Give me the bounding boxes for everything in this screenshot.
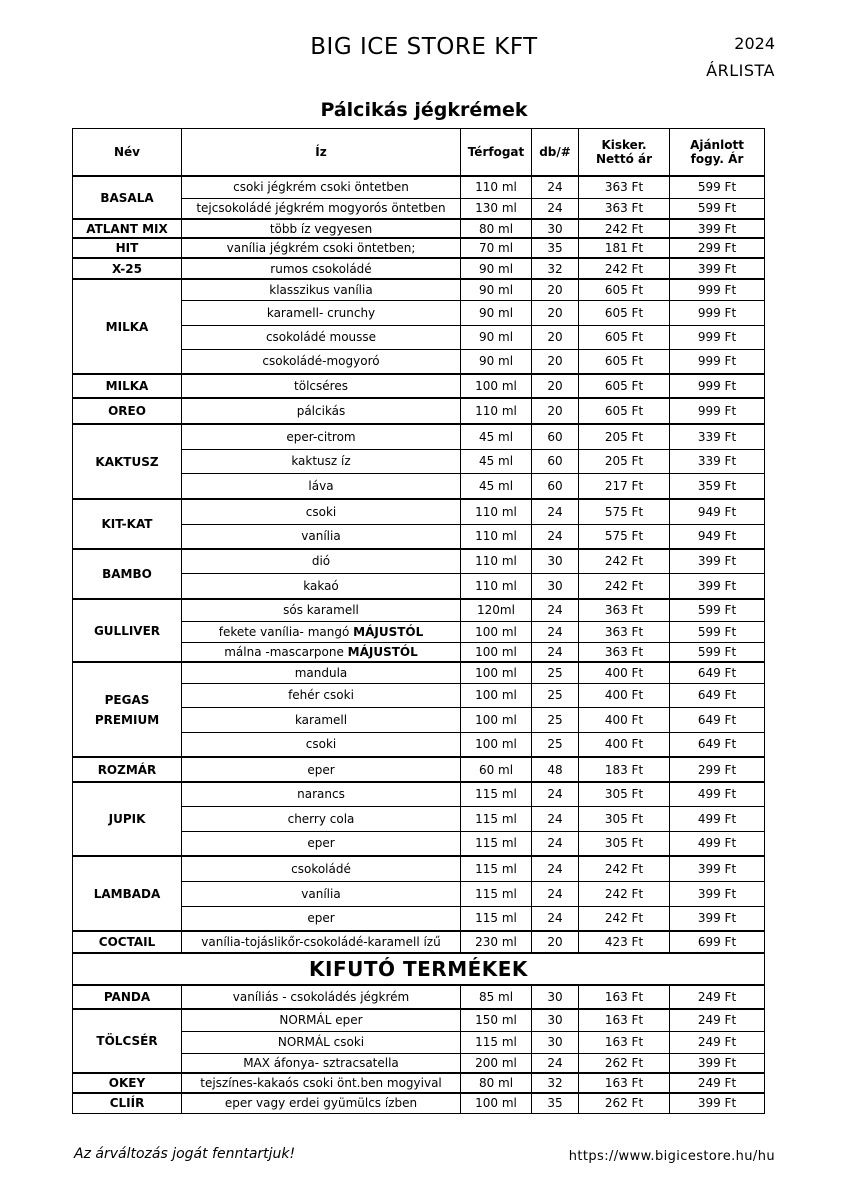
recommended-price-cell: 499 Ft (670, 831, 765, 856)
subheading-rows (73, 953, 765, 985)
recommended-price-cell: 649 Ft (670, 662, 765, 683)
volume-cell: 115 ml (461, 806, 532, 831)
recommended-price-cell: 399 Ft (670, 906, 765, 931)
net-price-cell: 242 Ft (579, 549, 670, 573)
qty-cell: 32 (532, 1073, 579, 1093)
recommended-price-cell: 999 Ft (670, 374, 765, 398)
net-price-cell: 605 Ft (579, 398, 670, 424)
taste-text: NORMÁL csoki (277, 1035, 365, 1049)
qty-cell: 24 (532, 176, 579, 198)
net-price-cell: 363 Ft (579, 621, 670, 642)
taste-cell (182, 219, 461, 238)
taste-cell (182, 831, 461, 856)
volume-cell: 115 ml (461, 1031, 532, 1053)
product-name-cell: MILKA (73, 374, 182, 398)
taste-cell (182, 757, 461, 782)
net-price-cell: 400 Ft (579, 662, 670, 683)
recommended-price-cell: 249 Ft (670, 1073, 765, 1093)
availability-note: MÁJUSTÓL (347, 644, 418, 659)
taste-text: vanília jégkrém csoki öntetben; (226, 241, 416, 255)
taste-cell (182, 642, 461, 662)
taste-cell (182, 258, 461, 279)
discontinued-heading: KIFUTÓ TERMÉKEK (73, 953, 765, 985)
recommended-price-cell: 399 Ft (670, 219, 765, 238)
qty-cell: 24 (532, 499, 579, 524)
recommended-price-cell: 649 Ft (670, 732, 765, 757)
net-price-cell: 183 Ft (579, 757, 670, 782)
table-row (73, 549, 765, 573)
table-row (73, 599, 765, 621)
qty-cell: 20 (532, 398, 579, 424)
recommended-price-cell: 299 Ft (670, 757, 765, 782)
taste-cell (182, 198, 461, 219)
product-name-cell: OKEY (73, 1073, 182, 1093)
col-header-qty: db/# (532, 129, 579, 177)
taste-cell (182, 1031, 461, 1053)
taste-text: eper (307, 836, 335, 851)
qty-cell: 60 (532, 449, 579, 473)
col-header-net-price: Kisker. Nettó ár (579, 129, 670, 177)
net-price-cell: 242 Ft (579, 573, 670, 599)
taste-text: tölcséres (294, 379, 348, 393)
taste-cell (182, 349, 461, 374)
volume-cell: 120ml (461, 599, 532, 621)
taste-text: málna -mascarpone (224, 644, 344, 659)
product-name-cell: PANDA (73, 985, 182, 1009)
qty-cell: 35 (532, 1093, 579, 1113)
recommended-price-cell: 399 Ft (670, 549, 765, 573)
recommended-price-cell: 649 Ft (670, 683, 765, 707)
recommended-price-cell: 999 Ft (670, 300, 765, 325)
recommended-price-cell: 599 Ft (670, 176, 765, 198)
taste-text: vanília-tojáslikőr-csokoládé-karamell ízű (201, 935, 441, 949)
net-price-cell: 605 Ft (579, 349, 670, 374)
company-name: BIG ICE STORE KFT (310, 34, 538, 60)
volume-cell: 60 ml (461, 757, 532, 782)
qty-cell: 20 (532, 325, 579, 349)
taste-cell (182, 806, 461, 831)
net-price-cell: 242 Ft (579, 219, 670, 238)
product-rows (73, 176, 765, 953)
volume-cell: 150 ml (461, 1009, 532, 1031)
qty-cell: 24 (532, 856, 579, 881)
recommended-price-cell: 599 Ft (670, 599, 765, 621)
col-header-recommended-price: Ajánlott fogy. Ár (670, 129, 765, 177)
table-row (73, 662, 765, 683)
net-price-cell: 242 Ft (579, 881, 670, 906)
net-price-cell: 575 Ft (579, 499, 670, 524)
qty-cell: 30 (532, 219, 579, 238)
qty-cell: 30 (532, 573, 579, 599)
table-row (73, 985, 765, 1009)
taste-cell (182, 1093, 461, 1113)
product-name-cell: PEGAS PREMIUM (73, 662, 182, 757)
subheading-row (73, 953, 765, 985)
taste-cell (182, 449, 461, 473)
qty-cell: 24 (532, 524, 579, 549)
recommended-price-cell: 399 Ft (670, 881, 765, 906)
net-price-cell: 605 Ft (579, 325, 670, 349)
net-price-cell: 217 Ft (579, 473, 670, 499)
qty-cell: 24 (532, 782, 579, 806)
taste-text: kaktusz íz (291, 454, 351, 468)
recommended-price-cell: 949 Ft (670, 499, 765, 524)
taste-cell (182, 906, 461, 931)
taste-text: kakaó (303, 578, 339, 593)
recommended-price-cell: 249 Ft (670, 1009, 765, 1031)
product-name-cell: BASALA (73, 176, 182, 219)
recommended-price-cell: 249 Ft (670, 1031, 765, 1053)
net-price-cell: 363 Ft (579, 599, 670, 621)
volume-cell: 200 ml (461, 1053, 532, 1073)
footer-note: Az árváltozás jogát fenntartjuk! (74, 1146, 296, 1162)
net-price-cell: 242 Ft (579, 856, 670, 881)
net-price-cell: 605 Ft (579, 279, 670, 300)
table-row (73, 931, 765, 953)
taste-cell (182, 732, 461, 757)
recommended-price-cell: 999 Ft (670, 349, 765, 374)
taste-cell (182, 1073, 461, 1093)
qty-cell: 20 (532, 300, 579, 325)
taste-text: csoki (305, 504, 337, 519)
recommended-price-cell: 299 Ft (670, 238, 765, 258)
recommended-price-cell: 999 Ft (670, 398, 765, 424)
taste-text: sós karamell (283, 603, 359, 618)
net-price-cell: 605 Ft (579, 300, 670, 325)
volume-cell: 115 ml (461, 782, 532, 806)
taste-text: narancs (297, 787, 345, 802)
volume-cell: 85 ml (461, 985, 532, 1009)
taste-cell (182, 424, 461, 449)
table-row (73, 1093, 765, 1113)
net-price-cell: 163 Ft (579, 1009, 670, 1031)
recommended-price-cell: 499 Ft (670, 806, 765, 831)
taste-cell (182, 473, 461, 499)
table-row (73, 757, 765, 782)
product-name-cell: X-25 (73, 258, 182, 279)
net-price-cell: 363 Ft (579, 176, 670, 198)
taste-cell (182, 374, 461, 398)
net-price-cell: 242 Ft (579, 258, 670, 279)
taste-text: több íz vegyesen (269, 221, 373, 236)
product-name-cell: ROZMÁR (73, 757, 182, 782)
recommended-price-cell: 399 Ft (670, 1093, 765, 1113)
recommended-price-cell: 999 Ft (670, 325, 765, 349)
qty-cell: 30 (532, 1031, 579, 1053)
table-row (73, 219, 765, 238)
volume-cell: 100 ml (461, 683, 532, 707)
taste-cell (182, 1009, 461, 1031)
taste-text: rumos csokoládé (270, 261, 372, 276)
taste-cell (182, 683, 461, 707)
col-header-taste: Íz (182, 129, 461, 177)
volume-cell: 80 ml (461, 1073, 532, 1093)
recommended-price-cell: 399 Ft (670, 856, 765, 881)
taste-text: cherry cola (287, 811, 355, 826)
taste-cell (182, 573, 461, 599)
product-name-cell: TÖLCSÉR (73, 1009, 182, 1073)
taste-cell (182, 300, 461, 325)
volume-cell: 130 ml (461, 198, 532, 219)
year-label: 2024 (734, 34, 775, 53)
taste-text: eper-citrom (286, 429, 356, 444)
net-price-cell: 363 Ft (579, 198, 670, 219)
qty-cell: 24 (532, 599, 579, 621)
qty-cell: 24 (532, 881, 579, 906)
qty-cell: 30 (532, 1009, 579, 1031)
table-row (73, 856, 765, 881)
taste-cell (182, 524, 461, 549)
table-row (73, 499, 765, 524)
volume-cell: 100 ml (461, 732, 532, 757)
taste-text: eper vagy erdei gyümülcs ízben (224, 1096, 418, 1111)
net-price-cell: 242 Ft (579, 906, 670, 931)
volume-cell: 80 ml (461, 219, 532, 238)
taste-cell (182, 398, 461, 424)
taste-text: karamell- crunchy (266, 305, 376, 320)
volume-cell: 115 ml (461, 881, 532, 906)
recommended-price-cell: 339 Ft (670, 424, 765, 449)
taste-text: mandula (294, 665, 348, 680)
net-price-cell: 305 Ft (579, 782, 670, 806)
table-row (73, 258, 765, 279)
taste-cell (182, 599, 461, 621)
volume-cell: 70 ml (461, 238, 532, 258)
taste-text: klasszikus vanília (269, 282, 373, 297)
recommended-price-cell: 649 Ft (670, 707, 765, 732)
taste-text: tejszínes-kakaós csoki önt.ben mogyival (200, 1076, 442, 1090)
net-price-cell: 400 Ft (579, 707, 670, 732)
volume-cell: 230 ml (461, 931, 532, 953)
taste-text: eper (307, 911, 335, 926)
volume-cell: 90 ml (461, 258, 532, 279)
qty-cell: 20 (532, 374, 579, 398)
net-price-cell: 163 Ft (579, 985, 670, 1009)
net-price-cell: 163 Ft (579, 1073, 670, 1093)
qty-cell: 48 (532, 757, 579, 782)
product-name-cell: KIT-KAT (73, 499, 182, 549)
volume-cell: 100 ml (461, 707, 532, 732)
qty-cell: 30 (532, 549, 579, 573)
taste-text: fehér csoki (288, 688, 354, 702)
price-table (72, 128, 765, 1114)
recommended-price-cell: 599 Ft (670, 198, 765, 219)
net-price-cell: 305 Ft (579, 806, 670, 831)
section-title: Pálcikás jégkrémek (320, 99, 528, 121)
table-row (73, 1073, 765, 1093)
taste-text: eper (307, 762, 335, 777)
volume-cell: 90 ml (461, 349, 532, 374)
col-header-name: Név (73, 129, 182, 177)
qty-cell: 20 (532, 279, 579, 300)
table-row (73, 1009, 765, 1031)
col-header-volume: Térfogat (461, 129, 532, 177)
volume-cell: 115 ml (461, 906, 532, 931)
net-price-cell: 575 Ft (579, 524, 670, 549)
taste-cell (182, 856, 461, 881)
recommended-price-cell: 999 Ft (670, 279, 765, 300)
qty-cell: 60 (532, 424, 579, 449)
taste-cell (182, 707, 461, 732)
qty-cell: 25 (532, 683, 579, 707)
taste-text: csokoládé (291, 861, 351, 876)
volume-cell: 115 ml (461, 831, 532, 856)
table-header-row (73, 129, 765, 177)
product-name-cell: BAMBO (73, 549, 182, 599)
recommended-price-cell: 399 Ft (670, 258, 765, 279)
net-price-cell: 305 Ft (579, 831, 670, 856)
qty-cell: 32 (532, 258, 579, 279)
taste-text: csoki (305, 737, 337, 752)
recommended-price-cell: 949 Ft (670, 524, 765, 549)
volume-cell: 115 ml (461, 856, 532, 881)
volume-cell: 100 ml (461, 642, 532, 662)
taste-cell (182, 499, 461, 524)
qty-cell: 24 (532, 806, 579, 831)
qty-cell: 35 (532, 238, 579, 258)
net-price-cell: 423 Ft (579, 931, 670, 953)
recommended-price-cell: 359 Ft (670, 473, 765, 499)
qty-cell: 24 (532, 198, 579, 219)
qty-cell: 24 (532, 621, 579, 642)
net-price-cell: 262 Ft (579, 1093, 670, 1113)
qty-cell: 25 (532, 662, 579, 683)
product-name-cell: CLIÍR (73, 1093, 182, 1113)
taste-cell (182, 1053, 461, 1073)
table-row (73, 279, 765, 300)
qty-cell: 60 (532, 473, 579, 499)
taste-text: NORMÁL eper (279, 1013, 363, 1028)
product-name-cell: ATLANT MIX (73, 219, 182, 238)
qty-cell: 20 (532, 931, 579, 953)
taste-text: fekete vanília- mangó (218, 624, 350, 639)
net-price-cell: 605 Ft (579, 374, 670, 398)
availability-note: MÁJUSTÓL (353, 624, 424, 639)
volume-cell: 110 ml (461, 499, 532, 524)
recommended-price-cell: 699 Ft (670, 931, 765, 953)
recommended-price-cell: 399 Ft (670, 573, 765, 599)
discontinued-rows (73, 985, 765, 1113)
taste-cell (182, 881, 461, 906)
qty-cell: 25 (532, 707, 579, 732)
table-row (73, 374, 765, 398)
product-name-cell: HIT (73, 238, 182, 258)
recommended-price-cell: 599 Ft (670, 621, 765, 642)
taste-text: csokoládé-mogyoró (262, 354, 380, 369)
volume-cell: 90 ml (461, 300, 532, 325)
product-name-cell: GULLIVER (73, 599, 182, 662)
recommended-price-cell: 249 Ft (670, 985, 765, 1009)
net-price-cell: 181 Ft (579, 238, 670, 258)
volume-cell: 110 ml (461, 524, 532, 549)
qty-cell: 24 (532, 906, 579, 931)
net-price-cell: 163 Ft (579, 1031, 670, 1053)
taste-cell (182, 325, 461, 349)
product-name-cell: COCTAIL (73, 931, 182, 953)
taste-text: pálcikás (296, 404, 346, 418)
table-row (73, 424, 765, 449)
taste-cell (182, 549, 461, 573)
product-name-cell: OREO (73, 398, 182, 424)
taste-cell (182, 662, 461, 683)
recommended-price-cell: 339 Ft (670, 449, 765, 473)
taste-cell (182, 279, 461, 300)
taste-cell (182, 782, 461, 806)
table-row (73, 238, 765, 258)
taste-text: vaníliás - csokoládés jégkrém (232, 990, 410, 1004)
product-name-cell: MILKA (73, 279, 182, 374)
qty-cell: 30 (532, 985, 579, 1009)
volume-cell: 100 ml (461, 621, 532, 642)
volume-cell: 100 ml (461, 374, 532, 398)
qty-cell: 20 (532, 349, 579, 374)
taste-text: karamell (294, 712, 348, 727)
volume-cell: 45 ml (461, 449, 532, 473)
taste-text: csokoládé mousse (265, 330, 377, 344)
net-price-cell: 363 Ft (579, 642, 670, 662)
taste-text: vanília (301, 529, 341, 544)
recommended-price-cell: 399 Ft (670, 1053, 765, 1073)
volume-cell: 100 ml (461, 1093, 532, 1113)
taste-cell (182, 931, 461, 953)
volume-cell: 110 ml (461, 176, 532, 198)
volume-cell: 90 ml (461, 279, 532, 300)
volume-cell: 100 ml (461, 662, 532, 683)
recommended-price-cell: 499 Ft (670, 782, 765, 806)
product-name-cell: KAKTUSZ (73, 424, 182, 499)
qty-cell: 24 (532, 831, 579, 856)
footer-url[interactable]: https://www.bigicestore.hu/hu (568, 1149, 775, 1164)
volume-cell: 90 ml (461, 325, 532, 349)
net-price-cell: 262 Ft (579, 1053, 670, 1073)
table-row (73, 176, 765, 198)
recommended-price-cell: 599 Ft (670, 642, 765, 662)
product-name-cell: JUPIK (73, 782, 182, 856)
volume-cell: 45 ml (461, 424, 532, 449)
qty-cell: 25 (532, 732, 579, 757)
price-list-label: ÁRLISTA (706, 61, 775, 80)
product-name-cell: LAMBADA (73, 856, 182, 931)
volume-cell: 110 ml (461, 573, 532, 599)
taste-text: vanília (301, 886, 341, 901)
taste-text: dió (311, 554, 331, 569)
net-price-cell: 400 Ft (579, 683, 670, 707)
volume-cell: 110 ml (461, 398, 532, 424)
net-price-cell: 205 Ft (579, 424, 670, 449)
table-row (73, 398, 765, 424)
qty-cell: 24 (532, 1053, 579, 1073)
volume-cell: 45 ml (461, 473, 532, 499)
taste-text: MAX áfonya- sztracsatella (243, 1055, 399, 1070)
taste-cell (182, 621, 461, 642)
net-price-cell: 400 Ft (579, 732, 670, 757)
taste-text: láva (308, 478, 334, 493)
taste-text: tejcsokoládé jégkrém mogyorós öntetben (196, 201, 446, 216)
taste-cell (182, 176, 461, 198)
taste-text: csoki jégkrém csoki öntetben (233, 180, 409, 195)
taste-cell (182, 985, 461, 1009)
net-price-cell: 205 Ft (579, 449, 670, 473)
table-row (73, 782, 765, 806)
volume-cell: 110 ml (461, 549, 532, 573)
qty-cell: 24 (532, 642, 579, 662)
taste-cell (182, 238, 461, 258)
